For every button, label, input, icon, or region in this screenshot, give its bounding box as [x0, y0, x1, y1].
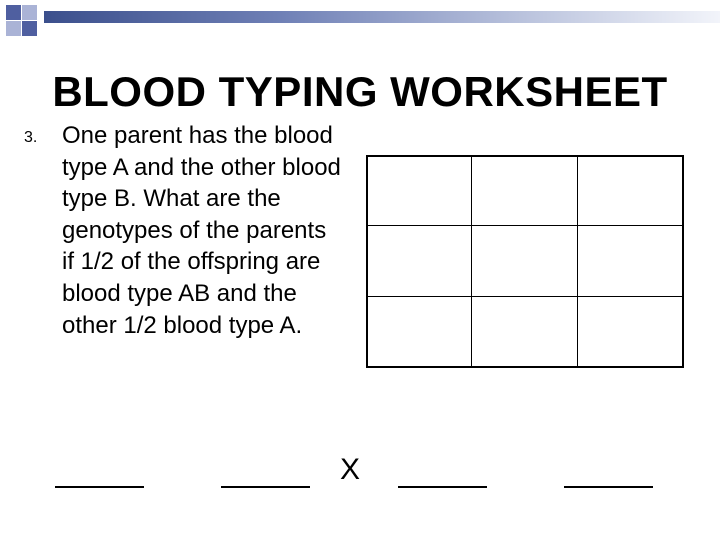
- decorative-header-bar: [0, 0, 720, 44]
- question-text: One parent has the blood type A and the other blood type B. What are the genotypes of the parents if 1/2 of the offspring are blood type AB and the other 1/2 blood type A.: [62, 122, 341, 339]
- answer-blank[interactable]: [564, 486, 653, 488]
- answer-blank[interactable]: [221, 486, 310, 488]
- punnett-cell[interactable]: [368, 226, 472, 297]
- punnett-cell[interactable]: [472, 157, 578, 226]
- punnett-cell[interactable]: [368, 297, 472, 366]
- punnett-cell[interactable]: [368, 157, 472, 226]
- decorative-square: [6, 21, 21, 36]
- punnett-cell[interactable]: [578, 297, 682, 366]
- header-gradient-stripe: [44, 11, 720, 23]
- decorative-square: [6, 5, 21, 20]
- punnett-cell[interactable]: [472, 297, 578, 366]
- page-title: BLOOD TYPING WORKSHEET: [52, 68, 668, 115]
- cross-symbol: X: [340, 453, 361, 486]
- decorative-square: [22, 5, 37, 20]
- punnett-square: [366, 155, 684, 368]
- answer-blank[interactable]: [55, 486, 144, 488]
- answer-blank[interactable]: [398, 486, 487, 488]
- decorative-square: [22, 21, 37, 36]
- punnett-cell[interactable]: [472, 226, 578, 297]
- punnett-cell[interactable]: [578, 157, 682, 226]
- question-number: 3.: [24, 129, 38, 146]
- punnett-cell[interactable]: [578, 226, 682, 297]
